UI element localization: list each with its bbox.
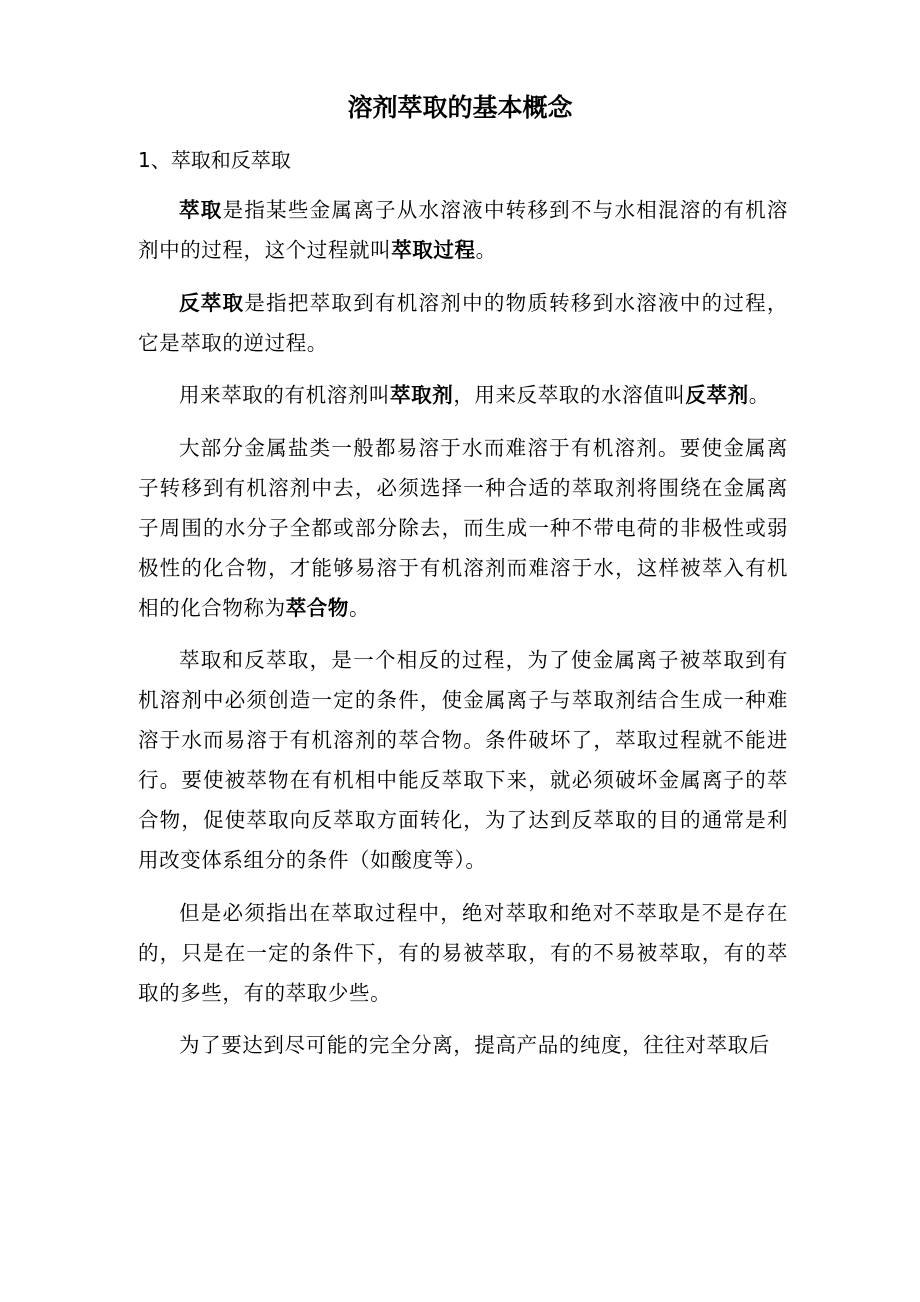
- paragraph-text: ，用来反萃取的水溶值叫: [453, 383, 686, 407]
- paragraph-relative-extraction: 但是必须指出在萃取过程中，绝对萃取和绝对不萃取是不是存在的，只是在一定的条件下，有的易被萃取，有的不易被萃取，有的萃取的多些，有的萃取少些。: [138, 900, 788, 1005]
- paragraph-text: 是指把萃取到有机溶剂中的物质转移到水溶液中的过程，它是萃取的逆过程。: [138, 290, 788, 355]
- paragraph-text: 是指某些金属离子从水溶液中转移到不与水相混溶的有机溶剂中的过程，这个过程就叫: [138, 198, 789, 262]
- paragraph-reverse-process: 萃取和反萃取，是一个相反的过程，为了使金属离子被萃取到有机溶剂中必须创造一定的条件，使金属离子与萃取剂结合生成一种难溶于水而易溶于有机溶剂的萃合物。条件破坏了，萃取过程就不能进行。要使被萃物在有机相中能反萃取下来，就必须破坏金属离子的萃合物，促使萃取向反萃取方面转化，为了达到反萃取的目的通常是利用改变体系组分的条件（如酸度等）。: [138, 648, 788, 872]
- paragraph-text: 。: [748, 383, 770, 407]
- term-extraction: 萃取: [179, 198, 223, 222]
- page-title: 溶剂萃取的基本概念: [347, 93, 573, 122]
- document-body: [138, 190, 788, 1078]
- term-extract-complex: 萃合物: [285, 595, 350, 620]
- paragraph-text: 。: [349, 595, 371, 620]
- term-extraction-process: 萃取过程: [391, 238, 476, 262]
- term-extractant: 萃取剂: [390, 383, 454, 407]
- term-stripping-agent: 反萃剂: [685, 383, 749, 407]
- paragraph-extraction-definition: [138, 190, 788, 270]
- section-heading: 1、萃取和反萃取: [138, 148, 291, 172]
- paragraph-text: 用来萃取的有机溶剂叫: [179, 383, 390, 407]
- term-stripping: 反萃取: [179, 290, 245, 315]
- paragraph-text: 大部分金属盐类一般都易溶于水而难溶于有机溶剂。要使金属离子转移到有机溶剂中去，必须选择一种合适的萃取剂将围绕在金属离子周围的水分子全都或部分除去，而生成一种不带电荷的非极性或弱极性的化合物，才能够易溶于有机溶剂而难溶于水，这样被萃入有机相的化合物称为: [138, 435, 788, 620]
- paragraph-separation: 为了要达到尽可能的完全分离，提高产品的纯度，往往对萃取后: [179, 1033, 770, 1057]
- paragraph-metal-salts: [138, 428, 788, 628]
- paragraph-agents-definition: [138, 375, 788, 415]
- paragraph-stripping-definition: [138, 283, 788, 363]
- paragraph-text: 。: [475, 238, 497, 262]
